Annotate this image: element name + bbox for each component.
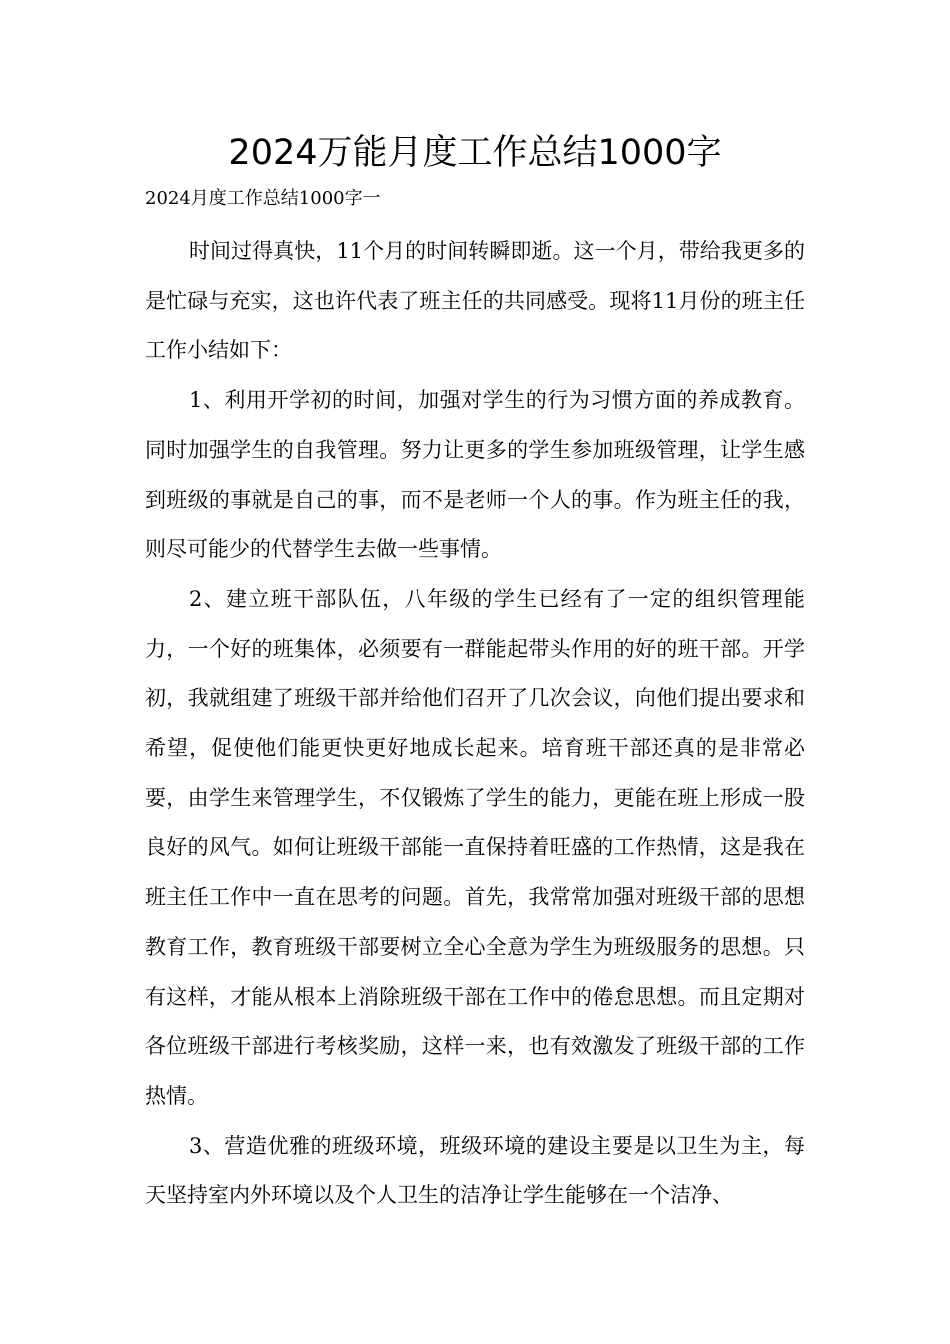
paragraph-intro: 时间过得真快，11个月的时间转瞬即逝。这一个月，带给我更多的是忙碌与充实，这也许代表了班主任的共同感受。现将11月份的班主任工作小结如下： [145,239,805,363]
document-title: 2024万能月度工作总结1000字 [228,133,722,173]
paragraph-item-2: 2、建立班干部队伍，八年级的学生已经有了一定的组织管理能力，一个好的班集体，必须要有一群能起带头作用的好的班干部。开学初，我就组建了班级干部并给他们召开了几次会议，向他们提出要求和希望，促使他们能更快更好地成长起来。培育班干部还真的是非常必要，由学生来管理学生，不仅锻炼了学生的能力，更能在班上形成一股良好的风气。如何让班级干部能一直保持着旺盛的工作热情，这是我在班主任工作中一直在思考的问题。首先，我常常加强对班级干部的思想教育工作，教育班级干部要树立全心全意为学生为班级服务的思想。只有这样，才能从根本上消除班级干部在工作中的倦怠思想。而且定期对各位班级干部进行考核奖励，这样一来，也有效激发了班级干部的工作热情。 [145,586,805,1108]
document-subtitle: 2024月度工作总结1000字一 [145,188,381,209]
document-body [145,227,805,1221]
paragraph-item-1: 1、利用开学初的时间，加强对学生的行为习惯方面的养成教育。同时加强学生的自我管理。努力让更多的学生参加班级管理，让学生感到班级的事就是自己的事，而不是老师一个人的事。作为班主任的我，则尽可能少的代替学生去做一些事情。 [145,388,805,562]
paragraph-item-3: 3、营造优雅的班级环境，班级环境的建设主要是以卫生为主，每天坚持室内外环境以及个人卫生的洁净让学生能够在一个洁净、 [145,1133,805,1208]
